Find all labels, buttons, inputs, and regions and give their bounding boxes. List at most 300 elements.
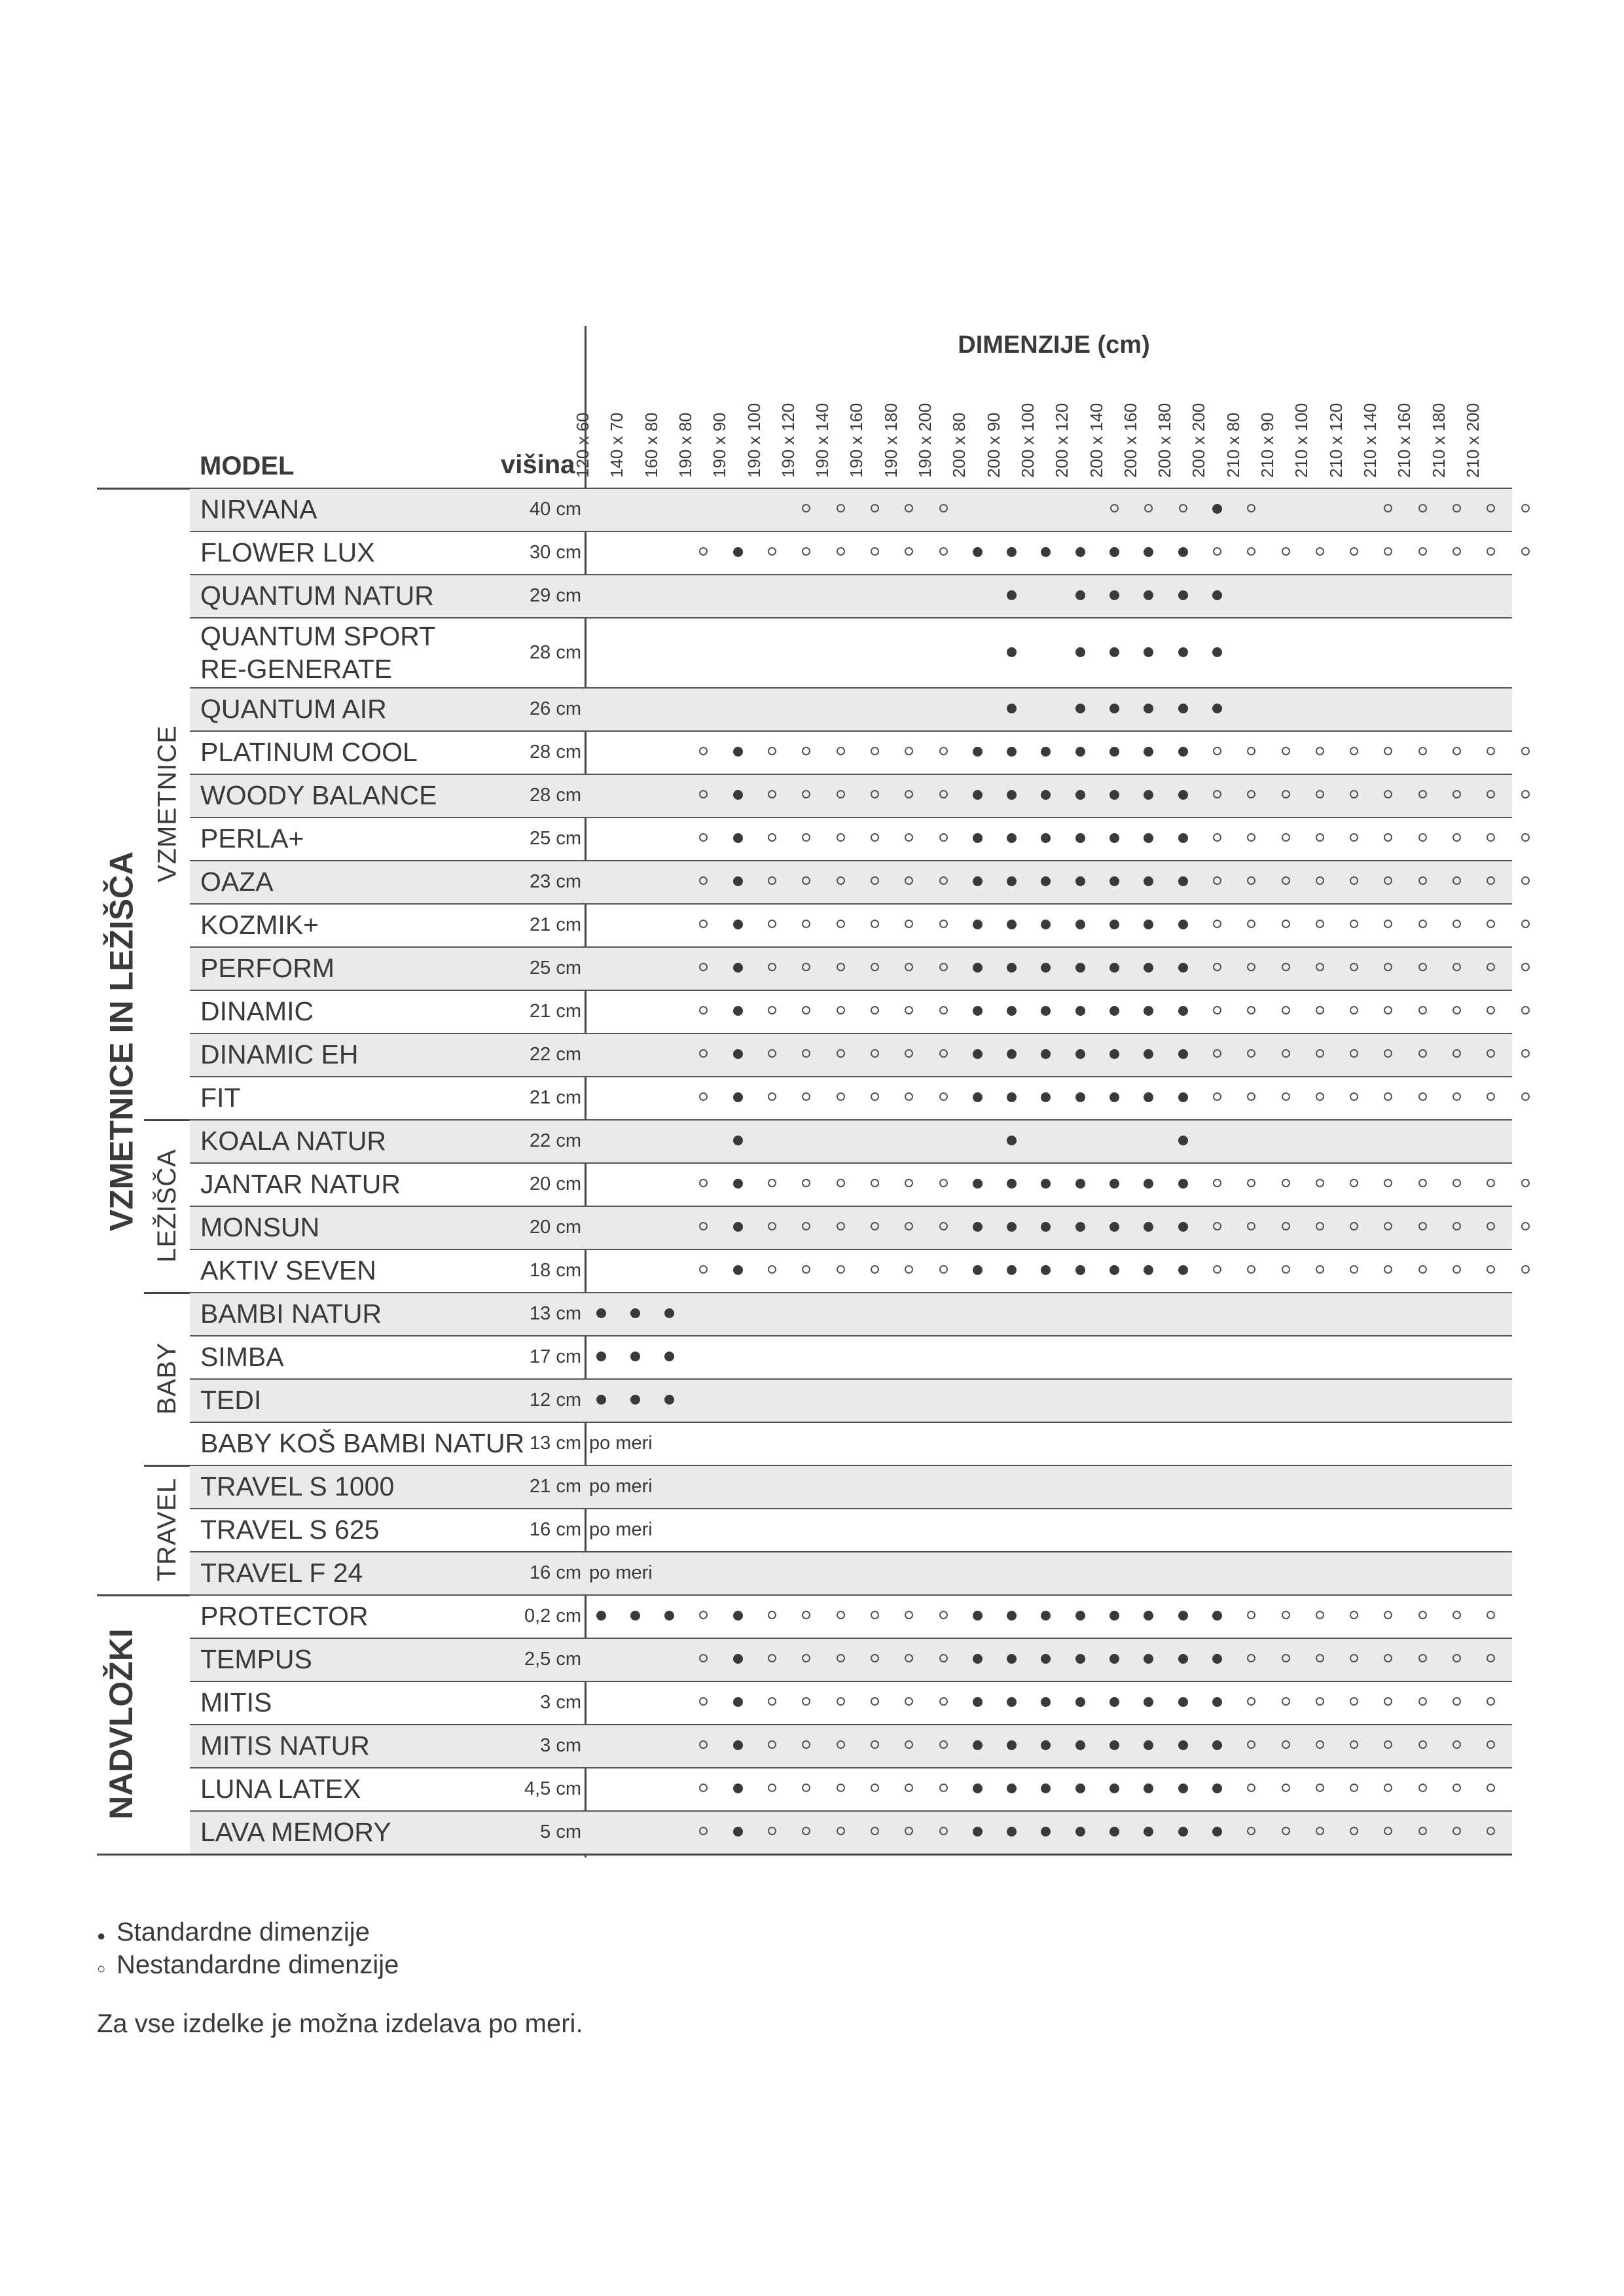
nonstandard-size-dot [926, 963, 960, 975]
standard-size-dot [653, 1352, 687, 1365]
standard-size-dot [653, 1395, 687, 1408]
model-height: 25 cm [530, 828, 581, 849]
model-height: 5 cm [540, 1821, 581, 1842]
nonstandard-size-dot [687, 790, 721, 802]
model-name: FLOWER LUX [200, 537, 375, 567]
standard-size-dot [1200, 1827, 1234, 1840]
group-label-baby: BABY [153, 1342, 181, 1415]
standard-size-dot [1029, 1179, 1063, 1192]
nonstandard-size-dot [857, 1222, 892, 1234]
standard-size-dot [618, 1395, 652, 1408]
nonstandard-size-dot [687, 833, 721, 845]
nonstandard-size-dot [1440, 1049, 1474, 1061]
standard-size-dot [995, 590, 1029, 603]
nonstandard-size-dot [1269, 790, 1303, 802]
standard-size-dot [721, 963, 755, 976]
model-name: PERLA+ [200, 823, 304, 853]
legend-nonstandard-marker: ○ [97, 1960, 106, 1977]
nonstandard-size-dot [687, 1179, 721, 1191]
nonstandard-size-dot [789, 1265, 823, 1277]
standard-size-dot [1098, 1265, 1132, 1278]
standard-size-dot [1200, 1611, 1234, 1624]
nonstandard-size-dot [755, 876, 789, 888]
nonstandard-size-dot [857, 1179, 892, 1191]
standard-size-dot [721, 790, 755, 803]
nonstandard-size-dot [1200, 1092, 1234, 1104]
nonstandard-size-dot [1405, 547, 1439, 559]
nonstandard-size-dot [926, 1265, 960, 1277]
nonstandard-size-dot [1474, 1740, 1508, 1752]
nonstandard-size-dot [1269, 920, 1303, 931]
nonstandard-size-dot [1269, 547, 1303, 559]
size-column-label: 200 x 100 [1017, 403, 1038, 478]
standard-size-dot [1166, 1784, 1200, 1797]
model-name: TEDI [200, 1385, 262, 1415]
nonstandard-size-dot [926, 833, 960, 845]
standard-size-dot [653, 1308, 687, 1321]
table-row [190, 1292, 1512, 1335]
nonstandard-size-dot [789, 1611, 823, 1623]
standard-size-dot [1166, 920, 1200, 933]
model-height: 21 cm [530, 1476, 581, 1497]
nonstandard-size-dot [857, 1611, 892, 1623]
nonstandard-size-dot [1405, 1611, 1439, 1623]
model-height: 16 cm [530, 1562, 581, 1583]
standard-size-dot [1029, 1092, 1063, 1105]
dimensions-title: DIMENZIJE (cm) [958, 331, 1150, 359]
model-height: 16 cm [530, 1519, 581, 1540]
standard-size-dot [960, 1740, 994, 1753]
standard-size-dot [1132, 833, 1166, 846]
nonstandard-size-dot [687, 876, 721, 888]
nonstandard-size-dot [1440, 1827, 1474, 1839]
nonstandard-size-dot [823, 790, 857, 802]
standard-size-dot [721, 1136, 755, 1149]
nonstandard-size-dot [857, 547, 892, 559]
nonstandard-size-dot [1474, 1827, 1508, 1839]
nonstandard-size-dot [1474, 876, 1508, 888]
table-row [190, 860, 1512, 903]
nonstandard-size-dot [1235, 1006, 1269, 1018]
standard-size-dot [1098, 1784, 1132, 1797]
standard-size-dot [960, 790, 994, 803]
nonstandard-size-dot [1371, 876, 1405, 888]
standard-size-dot [960, 1697, 994, 1710]
standard-size-dot [1166, 590, 1200, 603]
nonstandard-size-dot [1235, 1222, 1269, 1234]
nonstandard-size-dot [892, 963, 926, 975]
nonstandard-size-dot [1269, 1179, 1303, 1191]
model-height: 26 cm [530, 698, 581, 719]
standard-size-dot [960, 1222, 994, 1235]
nonstandard-size-dot [892, 790, 926, 802]
standard-size-dot [618, 1611, 652, 1624]
standard-size-dot [960, 747, 994, 760]
standard-size-dot [995, 876, 1029, 889]
size-column-label: 200 x 180 [1155, 403, 1175, 478]
nonstandard-size-dot [823, 1265, 857, 1277]
nonstandard-size-dot [1371, 1092, 1405, 1104]
table-row [190, 817, 1512, 860]
model-name: QUANTUM AIR [200, 694, 387, 724]
nonstandard-size-dot [687, 1049, 721, 1061]
standard-size-dot [1063, 1222, 1097, 1235]
standard-size-dot [721, 1784, 755, 1797]
nonstandard-size-dot [1303, 963, 1337, 975]
size-column-label: 190 x 80 [675, 412, 695, 478]
height-column-header: višina [501, 450, 575, 479]
model-name: NIRVANA [200, 494, 317, 524]
nonstandard-size-dot [926, 1611, 960, 1623]
standard-size-dot [995, 920, 1029, 933]
nonstandard-size-dot [1440, 1784, 1474, 1795]
standard-size-dot [1098, 647, 1132, 660]
standard-size-dot [960, 1179, 994, 1192]
nonstandard-size-dot [1235, 920, 1269, 931]
nonstandard-size-dot [1405, 1179, 1439, 1191]
nonstandard-size-dot [926, 920, 960, 931]
standard-size-dot [1132, 1654, 1166, 1667]
nonstandard-size-dot [1474, 963, 1508, 975]
standard-size-dot [721, 1265, 755, 1278]
nonstandard-size-dot [1474, 1179, 1508, 1191]
nonstandard-size-dot [1440, 1697, 1474, 1709]
standard-size-dot [1098, 704, 1132, 717]
size-column-label: 210 x 100 [1291, 403, 1312, 478]
standard-size-dot [960, 920, 994, 933]
nonstandard-size-dot [1235, 1611, 1269, 1623]
standard-size-dot [995, 1654, 1029, 1667]
standard-size-dot [1029, 1740, 1063, 1753]
table-row [190, 903, 1512, 946]
nonstandard-size-dot [755, 1784, 789, 1795]
nonstandard-size-dot [857, 920, 892, 931]
standard-size-dot [721, 547, 755, 560]
nonstandard-size-dot [1440, 920, 1474, 931]
nonstandard-size-dot [1235, 1049, 1269, 1061]
table-row [190, 1767, 1512, 1810]
nonstandard-size-dot [687, 920, 721, 931]
nonstandard-size-dot [1474, 547, 1508, 559]
size-column-label: 200 x 160 [1120, 403, 1140, 478]
model-height: 22 cm [530, 1044, 581, 1065]
standard-size-dot [1166, 1049, 1200, 1062]
nonstandard-size-dot [823, 833, 857, 845]
standard-size-dot [1132, 590, 1166, 603]
nonstandard-size-dot [857, 1697, 892, 1709]
nonstandard-size-dot [857, 1740, 892, 1752]
standard-size-dot [1098, 790, 1132, 803]
nonstandard-size-dot [1337, 1611, 1371, 1623]
standard-size-dot [995, 1049, 1029, 1062]
nonstandard-size-dot [823, 920, 857, 931]
nonstandard-size-dot [892, 1179, 926, 1191]
model-height: 29 cm [530, 585, 581, 606]
size-column-label: 190 x 180 [880, 403, 901, 478]
model-height: 40 cm [530, 499, 581, 520]
standard-size-dot [721, 1179, 755, 1192]
size-column-label: 140 x 70 [607, 412, 627, 478]
model-height: 20 cm [530, 1174, 581, 1194]
table-row [190, 1162, 1512, 1206]
size-column-label: 210 x 90 [1257, 412, 1277, 478]
nonstandard-size-dot [892, 1049, 926, 1061]
nonstandard-size-dot [926, 1006, 960, 1018]
standard-size-dot [960, 1265, 994, 1278]
size-column-label: 210 x 80 [1223, 412, 1243, 478]
nonstandard-size-dot [789, 1697, 823, 1709]
standard-size-dot [653, 1611, 687, 1624]
table-row [190, 990, 1512, 1033]
standard-size-dot [1166, 1222, 1200, 1235]
table-row [190, 1076, 1512, 1119]
nonstandard-size-dot [1200, 747, 1234, 759]
nonstandard-size-dot [789, 1006, 823, 1018]
nonstandard-size-dot [1405, 833, 1439, 845]
standard-size-dot [1029, 790, 1063, 803]
group-label-mattresses: VZMETNICE [153, 725, 181, 882]
model-height: 13 cm [530, 1303, 581, 1324]
model-height: 2,5 cm [524, 1649, 581, 1670]
nonstandard-size-dot [1235, 747, 1269, 759]
standard-size-dot [1098, 1611, 1132, 1624]
nonstandard-size-dot [755, 1049, 789, 1061]
nonstandard-size-dot [1132, 504, 1166, 516]
nonstandard-size-dot [823, 1092, 857, 1104]
nonstandard-size-dot [1405, 1092, 1439, 1104]
nonstandard-size-dot [857, 1654, 892, 1666]
nonstandard-size-dot [1200, 833, 1234, 845]
nonstandard-size-dot [1337, 1092, 1371, 1104]
standard-size-dot [1063, 1179, 1097, 1192]
nonstandard-size-dot [755, 963, 789, 975]
nonstandard-size-dot [823, 1222, 857, 1234]
standard-size-dot [1029, 547, 1063, 560]
standard-size-dot [995, 790, 1029, 803]
nonstandard-size-dot [823, 1740, 857, 1752]
model-height: 3 cm [540, 1735, 581, 1756]
nonstandard-size-dot [687, 747, 721, 759]
nonstandard-size-dot [1235, 1179, 1269, 1191]
nonstandard-size-dot [1235, 1784, 1269, 1795]
model-height: 30 cm [530, 542, 581, 563]
nonstandard-size-dot [1474, 1697, 1508, 1709]
nonstandard-size-dot [1235, 963, 1269, 975]
table-row [190, 1378, 1512, 1422]
nonstandard-size-dot [1440, 747, 1474, 759]
model-height: 0,2 cm [524, 1605, 581, 1626]
nonstandard-size-dot [1371, 1179, 1405, 1191]
nonstandard-size-dot [1303, 833, 1337, 845]
table-row [190, 1508, 1512, 1551]
nonstandard-size-dot [755, 1827, 789, 1839]
model-height: 21 cm [530, 1001, 581, 1022]
nonstandard-size-dot [1200, 1265, 1234, 1277]
standard-size-dot [584, 1352, 618, 1365]
nonstandard-size-dot [1405, 1049, 1439, 1061]
standard-size-dot [1063, 790, 1097, 803]
standard-size-dot [1166, 1006, 1200, 1019]
nonstandard-size-dot [1508, 504, 1542, 516]
group-label-mattresses-and-beds: VZMETNICE IN LEŽIŠČA [103, 851, 139, 1231]
nonstandard-size-dot [1303, 1827, 1337, 1839]
standard-size-dot [1098, 1092, 1132, 1105]
nonstandard-size-dot [1474, 504, 1508, 516]
standard-size-dot [960, 876, 994, 889]
nonstandard-size-dot [1166, 504, 1200, 516]
model-height: 21 cm [530, 1087, 581, 1108]
table-row [190, 1335, 1512, 1378]
standard-size-dot [1063, 963, 1097, 976]
standard-size-dot [960, 833, 994, 846]
standard-size-dot [1200, 1740, 1234, 1753]
standard-size-dot [1200, 704, 1234, 717]
standard-size-dot [995, 747, 1029, 760]
nonstandard-size-dot [1508, 876, 1542, 888]
model-name: AKTIV SEVEN [200, 1255, 376, 1285]
nonstandard-size-dot [1508, 747, 1542, 759]
nonstandard-size-dot [1371, 1740, 1405, 1752]
nonstandard-size-dot [926, 1092, 960, 1104]
custom-size-note: po meri [589, 1476, 653, 1497]
nonstandard-size-dot [857, 1827, 892, 1839]
nonstandard-size-dot [1508, 1049, 1542, 1061]
nonstandard-size-dot [1235, 1654, 1269, 1666]
nonstandard-size-dot [1303, 1006, 1337, 1018]
standard-size-dot [1166, 790, 1200, 803]
nonstandard-size-dot [755, 1179, 789, 1191]
standard-size-dot [721, 1827, 755, 1840]
size-column-label: 210 x 120 [1326, 403, 1346, 478]
model-height: 18 cm [530, 1260, 581, 1281]
nonstandard-size-dot [1337, 1697, 1371, 1709]
legend-nonstandard [97, 1950, 399, 1980]
standard-size-dot [1132, 1092, 1166, 1105]
nonstandard-size-dot [1405, 1654, 1439, 1666]
nonstandard-size-dot [789, 747, 823, 759]
table-row [190, 1724, 1512, 1767]
model-name: MITIS [200, 1687, 272, 1717]
nonstandard-size-dot [1440, 876, 1474, 888]
nonstandard-size-dot [1337, 876, 1371, 888]
nonstandard-size-dot [1440, 1222, 1474, 1234]
nonstandard-size-dot [687, 1222, 721, 1234]
nonstandard-size-dot [1200, 876, 1234, 888]
nonstandard-size-dot [755, 1265, 789, 1277]
nonstandard-size-dot [789, 1049, 823, 1061]
standard-size-dot [1166, 1611, 1200, 1624]
standard-size-dot [1132, 1740, 1166, 1753]
nonstandard-size-dot [1508, 1006, 1542, 1018]
standard-size-dot [995, 1784, 1029, 1797]
standard-size-dot [995, 647, 1029, 660]
nonstandard-size-dot [1440, 790, 1474, 802]
standard-size-dot [1132, 1697, 1166, 1710]
nonstandard-size-dot [789, 504, 823, 516]
nonstandard-size-dot [892, 547, 926, 559]
standard-size-dot [1166, 1740, 1200, 1753]
standard-size-dot [960, 963, 994, 976]
standard-size-dot [1200, 647, 1234, 660]
standard-size-dot [721, 747, 755, 760]
model-name: WOODY BALANCE [200, 780, 437, 810]
nonstandard-size-dot [789, 1827, 823, 1839]
nonstandard-size-dot [1200, 920, 1234, 931]
nonstandard-size-dot [1303, 1265, 1337, 1277]
nonstandard-size-dot [926, 1784, 960, 1795]
nonstandard-size-dot [1371, 1049, 1405, 1061]
nonstandard-size-dot [892, 1611, 926, 1623]
standard-size-dot [1029, 1611, 1063, 1624]
standard-size-dot [1200, 1654, 1234, 1667]
nonstandard-size-dot [1371, 1654, 1405, 1666]
standard-size-dot [1063, 1827, 1097, 1840]
nonstandard-size-dot [926, 1827, 960, 1839]
nonstandard-size-dot [926, 547, 960, 559]
size-column-label: 210 x 140 [1360, 403, 1380, 478]
nonstandard-size-dot [926, 1654, 960, 1666]
nonstandard-size-dot [1200, 790, 1234, 802]
model-name: FIT [200, 1083, 241, 1113]
model-name: MONSUN [200, 1212, 320, 1242]
nonstandard-size-dot [1508, 547, 1542, 559]
nonstandard-size-dot [892, 833, 926, 845]
nonstandard-size-dot [1269, 963, 1303, 975]
nonstandard-size-dot [1371, 747, 1405, 759]
nonstandard-size-dot [823, 1006, 857, 1018]
size-column-label: 210 x 160 [1394, 403, 1415, 478]
model-name: OAZA [200, 867, 274, 897]
table-row [190, 687, 1512, 730]
nonstandard-size-dot [857, 833, 892, 845]
standard-size-dot [1063, 1092, 1097, 1105]
nonstandard-size-dot [1405, 1827, 1439, 1839]
standard-size-dot [584, 1308, 618, 1321]
standard-size-dot [1029, 920, 1063, 933]
table-row [190, 1681, 1512, 1724]
nonstandard-size-dot [1371, 547, 1405, 559]
standard-size-dot [721, 1611, 755, 1624]
nonstandard-size-dot [1269, 1784, 1303, 1795]
table-row [190, 946, 1512, 990]
nonstandard-size-dot [1337, 833, 1371, 845]
model-name: PLATINUM COOL [200, 737, 418, 767]
standard-size-dot [1166, 1654, 1200, 1667]
nonstandard-size-dot [755, 547, 789, 559]
standard-size-dot [1132, 1049, 1166, 1062]
model-height: 17 cm [530, 1346, 581, 1367]
nonstandard-size-dot [1371, 1827, 1405, 1839]
model-name: JANTAR NATUR [200, 1169, 401, 1199]
nonstandard-size-dot [1405, 876, 1439, 888]
nonstandard-size-dot [1405, 1265, 1439, 1277]
nonstandard-size-dot [1337, 1049, 1371, 1061]
nonstandard-size-dot [1440, 833, 1474, 845]
nonstandard-size-dot [1405, 1740, 1439, 1752]
nonstandard-size-dot [1508, 790, 1542, 802]
nonstandard-size-dot [892, 1784, 926, 1795]
table-row [190, 1206, 1512, 1249]
standard-size-dot [721, 1049, 755, 1062]
standard-size-dot [960, 1827, 994, 1840]
nonstandard-size-dot [1303, 1222, 1337, 1234]
nonstandard-size-dot [755, 1740, 789, 1752]
standard-size-dot [995, 1136, 1029, 1149]
standard-size-dot [1132, 876, 1166, 889]
standard-size-dot [1132, 1265, 1166, 1278]
standard-size-dot [960, 1611, 994, 1624]
standard-size-dot [1132, 1222, 1166, 1235]
